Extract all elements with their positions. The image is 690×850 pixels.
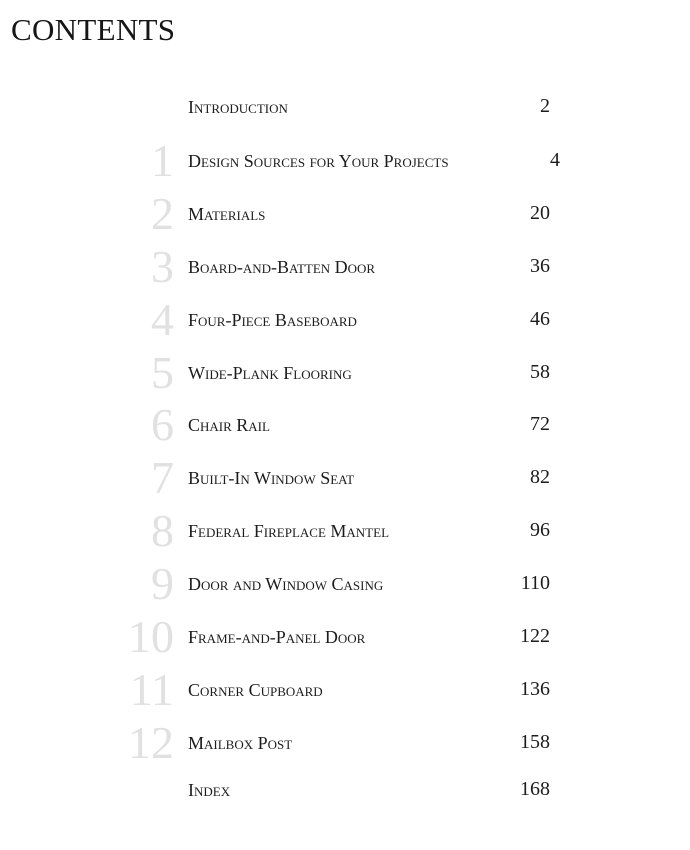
entry-title: Door and Window Casing [188,574,384,594]
entry-title: Index [188,780,231,800]
entry-title: Built-In Window Seat [188,468,355,488]
chapter-number: 5 [151,347,174,398]
chapter-number: 7 [151,452,174,503]
entry-page-number: 82 [530,466,550,488]
entry-title: Mailbox Post [188,733,293,753]
entry-title: Four-Piece Baseboard [188,310,357,330]
entry-title: Corner Cupboard [188,680,323,700]
toc-entry-index[interactable] [0,778,690,821]
entry-title: Design Sources for Your Projects [188,151,449,171]
entry-page-number: 4 [550,149,560,171]
chapter-number: 1 [151,135,174,186]
toc-entry-chapter-4[interactable] [0,294,690,351]
toc-entry-chapter-11[interactable] [0,664,690,721]
entry-page-number: 36 [530,255,550,277]
chapter-number: 11 [129,664,174,715]
entry-title: Wide-Plank Flooring [188,363,352,383]
entry-title: Frame-and-Panel Door [188,627,366,647]
toc-entry-chapter-5[interactable] [0,347,690,404]
toc-entry-introduction[interactable] [0,95,690,138]
toc-entry-chapter-8[interactable] [0,505,690,562]
entry-page-number: 2 [540,95,550,117]
toc-entry-chapter-3[interactable] [0,241,690,298]
chapter-number: 9 [151,558,174,609]
chapter-number: 3 [151,241,174,292]
entry-page-number: 136 [520,678,550,700]
toc-entry-chapter-1[interactable] [0,135,690,192]
toc-entry-chapter-10[interactable] [0,611,690,668]
toc-entry-chapter-2[interactable] [0,188,690,245]
entry-page-number: 58 [530,361,550,383]
chapter-number: 6 [151,399,174,450]
entry-page-number: 46 [530,308,550,330]
chapter-number: 12 [128,717,174,768]
chapter-number: 8 [151,505,174,556]
entry-page-number: 122 [520,625,550,647]
entry-title: Materials [188,204,266,224]
entry-title: Board-and-Batten Door [188,257,376,277]
toc-entry-chapter-6[interactable] [0,399,690,456]
entry-page-number: 158 [520,731,550,753]
toc-entry-chapter-9[interactable] [0,558,690,615]
chapter-number: 4 [151,294,174,345]
page-title: CONTENTS [11,12,176,47]
entry-title: Federal Fireplace Mantel [188,521,390,541]
entry-page-number: 20 [530,202,550,224]
chapter-number: 2 [151,188,174,239]
toc-entry-chapter-12[interactable] [0,717,690,774]
entry-page-number: 72 [530,413,550,435]
entry-title: Introduction [188,97,288,117]
entry-page-number: 110 [520,572,550,594]
toc-entry-chapter-7[interactable] [0,452,690,509]
chapter-number: 10 [128,611,174,662]
entry-page-number: 168 [520,778,550,800]
entry-page-number: 96 [530,519,550,541]
entry-title: Chair Rail [188,415,270,435]
